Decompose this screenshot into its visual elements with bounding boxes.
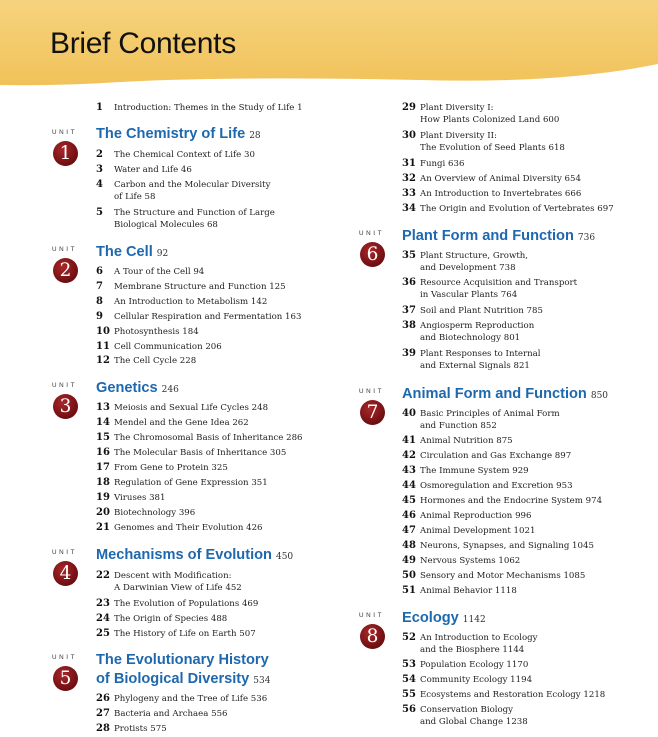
chapter-title-cont: and Function 852 (420, 421, 497, 431)
unit-number-badge: 2 (53, 258, 78, 283)
chapter-entry[interactable] (402, 448, 571, 464)
chapter-number: 23 (96, 598, 110, 609)
chapter-entry[interactable] (96, 490, 166, 506)
chapter-entry[interactable] (96, 475, 268, 491)
chapter-title: Cellular Respiration and Fermentation 163 (114, 312, 302, 322)
chapter-entry[interactable] (96, 520, 263, 536)
chapter-title: Nervous Systems 1062 (420, 556, 521, 566)
chapter-number: 29 (402, 102, 416, 113)
chapter-number: 16 (96, 447, 110, 458)
chapter-entry[interactable] (402, 553, 520, 569)
chapter-title: Descent with Modification: (114, 571, 232, 581)
chapter-number: 37 (402, 305, 416, 316)
chapter-entry[interactable] (402, 568, 585, 584)
header-banner (0, 0, 658, 86)
chapter-number: 32 (402, 173, 416, 184)
chapter-number: 17 (96, 462, 110, 473)
chapter-number: 56 (402, 704, 416, 715)
chapter-entry[interactable] (96, 721, 167, 737)
chapter-title-cont: and Development 738 (420, 263, 516, 273)
chapter-title: Genomes and Their Evolution 426 (114, 523, 263, 533)
chapter-number: 21 (96, 522, 110, 533)
chapter-title-cont: and External Signals 821 (420, 361, 530, 371)
chapter-entry[interactable] (96, 162, 192, 178)
unit-number-badge: 5 (53, 666, 78, 691)
unit-number-badge: 1 (53, 141, 78, 166)
unit-title-text: Genetics (96, 380, 158, 396)
unit-number-badge: 4 (53, 561, 78, 586)
chapter-title: Phylogeny and the Tree of Life 536 (114, 694, 268, 704)
chapter-number: 47 (402, 525, 416, 536)
unit-page: 850 (590, 391, 609, 401)
unit-page: 246 (161, 385, 179, 395)
chapter-entry[interactable] (402, 657, 528, 673)
chapter-entry[interactable] (402, 201, 614, 217)
unit-number-badge: 7 (360, 400, 385, 425)
chapter-title: Ecosystems and Restoration Ecology 1218 (420, 690, 606, 700)
chapter-title: The Evolution of Populations 469 (114, 599, 259, 609)
chapter-title: From Gene to Protein 325 (114, 463, 228, 473)
chapter-title: The History of Life on Earth 507 (114, 629, 256, 639)
chapter-number: 45 (402, 495, 416, 506)
chapter-title: Plant Diversity I: (420, 103, 494, 113)
unit-title[interactable] (402, 610, 486, 626)
chapter-entry[interactable] (96, 626, 256, 642)
chapter-number: 51 (402, 585, 416, 596)
chapter-number: 5 (96, 207, 103, 218)
unit-title-text: The Evolutionary History (96, 652, 269, 668)
chapter-title: Resource Acquisition and Transport (420, 278, 578, 288)
chapter-number: 41 (402, 435, 416, 446)
chapter-number: 54 (402, 674, 416, 685)
chapter-title-cont: and Biotechnology 801 (420, 333, 521, 343)
chapter-entry[interactable] (96, 691, 267, 707)
chapter-number: 39 (402, 348, 416, 359)
chapter-title: Biotechnology 396 (114, 508, 196, 518)
unit-label: UNIT (359, 388, 385, 395)
chapter-entry[interactable] (96, 400, 268, 416)
chapter-title-cont: Biological Molecules 68 (114, 220, 218, 230)
unit-title-text: Ecology (402, 610, 459, 626)
chapter-title: Community Ecology 1194 (420, 675, 533, 685)
chapter-number: 49 (402, 555, 416, 566)
unit-title[interactable] (402, 386, 608, 402)
chapter-entry[interactable] (96, 505, 195, 521)
chapter-title: Animal Nutrition 875 (420, 436, 513, 446)
chapter-title: A Tour of the Cell 94 (114, 267, 205, 277)
chapter-number: 13 (96, 402, 110, 413)
unit-label: UNIT (52, 382, 78, 389)
chapter-entry[interactable] (96, 415, 249, 431)
chapter-title-cont: and the Biosphere 1144 (420, 645, 525, 655)
chapter-entry[interactable] (96, 294, 267, 310)
chapter-number: 19 (96, 492, 110, 503)
chapter-number: 20 (96, 507, 110, 518)
chapter-title: Protists 575 (114, 724, 167, 734)
chapter-title: Regulation of Gene Expression 351 (114, 478, 268, 488)
chapter-title: Animal Development 1021 (420, 526, 536, 536)
chapter-number: 30 (402, 130, 416, 141)
unit-title[interactable] (96, 380, 179, 396)
chapter-title: Meiosis and Sexual Life Cycles 248 (114, 403, 269, 413)
chapter-title-cont: How Plants Colonized Land 600 (420, 115, 560, 125)
chapter-number: 24 (96, 613, 110, 624)
chapter-title: The Cell Cycle 228 (114, 356, 197, 366)
unit-page: 92 (156, 249, 169, 259)
unit-title-text: Animal Form and Function (402, 386, 587, 402)
unit-title[interactable] (96, 547, 293, 563)
unit-label: UNIT (52, 654, 78, 661)
chapter-title: The Chromosomal Basis of Inheritance 286 (114, 433, 303, 443)
chapter-number: 33 (402, 188, 416, 199)
chapter-title: Basic Principles of Animal Form (420, 409, 560, 419)
chapter-entry[interactable] (402, 672, 532, 688)
chapter-number: 55 (402, 689, 416, 700)
chapter-number: 2 (96, 149, 103, 160)
chapter-number: 43 (402, 465, 416, 476)
chapter-title: Introduction: Themes in the Study of Life (114, 103, 295, 113)
chapter-entry[interactable] (402, 687, 605, 703)
chapter-number: 25 (96, 628, 110, 639)
intro-entry[interactable] (96, 100, 303, 116)
unit-label: UNIT (359, 612, 385, 619)
chapter-number: 48 (402, 540, 416, 551)
chapter-title: Angiosperm Reproduction (420, 321, 535, 331)
chapter-title: An Introduction to Metabolism 142 (114, 297, 268, 307)
chapter-entry[interactable] (402, 186, 581, 202)
chapter-number: 4 (96, 179, 103, 190)
chapter-entry[interactable] (96, 706, 228, 722)
chapter-title: Sensory and Motor Mechanisms 1085 (420, 571, 586, 581)
unit-label: UNIT (52, 129, 78, 136)
unit-title-line-2[interactable] (96, 671, 270, 687)
unit-label: UNIT (52, 246, 78, 253)
chapter-number: 3 (96, 164, 103, 175)
chapter-entry[interactable] (402, 538, 594, 554)
chapter-entry[interactable] (402, 478, 573, 494)
chapter-title: Conservation Biology (420, 705, 514, 715)
chapter-number: 34 (402, 203, 416, 214)
chapter-entry[interactable] (96, 611, 227, 627)
chapter-title: The Molecular Basis of Inheritance 305 (114, 448, 287, 458)
chapter-title: Plant Diversity II: (420, 131, 497, 141)
chapter-number: 38 (402, 320, 416, 331)
chapter-entry[interactable] (402, 433, 513, 449)
chapter-number: 14 (96, 417, 110, 428)
chapter-number: 9 (96, 311, 103, 322)
unit-title[interactable] (96, 652, 269, 668)
chapter-number: 1 (96, 102, 103, 113)
chapter-number: 22 (96, 570, 110, 581)
chapter-number: 27 (96, 708, 110, 719)
chapter-entry[interactable] (402, 583, 517, 599)
unit-title-text: Plant Form and Function (402, 228, 574, 244)
unit-title[interactable] (96, 126, 261, 142)
chapter-title: Plant Responses to Internal (420, 349, 541, 359)
chapter-number: 6 (96, 266, 103, 277)
chapter-title-cont: and Global Change 1238 (420, 717, 528, 727)
chapter-number: 15 (96, 432, 110, 443)
chapter-entry[interactable] (96, 460, 228, 476)
chapter-number: 12 (96, 355, 110, 366)
chapter-title-cont: of Life 58 (114, 192, 156, 202)
chapter-entry[interactable] (96, 445, 286, 461)
chapter-title: Animal Reproduction 996 (420, 511, 532, 521)
chapter-title: An Introduction to Ecology (420, 633, 538, 643)
chapter-title: Population Ecology 1170 (420, 660, 529, 670)
unit-title-text: The Cell (96, 244, 153, 260)
unit-title[interactable] (96, 244, 168, 260)
chapter-entry[interactable] (96, 353, 196, 369)
chapter-number: 28 (96, 723, 110, 734)
chapter-entry[interactable] (96, 279, 286, 295)
chapter-entry[interactable] (96, 309, 301, 325)
chapter-title: Mendel and the Gene Idea 262 (114, 418, 249, 428)
chapter-number: 26 (96, 693, 110, 704)
chapter-number: 31 (402, 158, 416, 169)
chapter-number: 40 (402, 408, 416, 419)
unit-title-text: The Chemistry of Life (96, 126, 246, 142)
chapter-title: Photosynthesis 184 (114, 327, 199, 337)
chapter-number: 8 (96, 296, 103, 307)
chapter-number: 35 (402, 250, 416, 261)
unit-number-badge: 6 (360, 242, 385, 267)
chapter-entry[interactable] (96, 324, 199, 340)
chapter-title: Animal Behavior 1118 (420, 586, 517, 596)
chapter-title: The Structure and Function of Large (114, 208, 275, 218)
chapter-page: 1 (297, 103, 303, 113)
unit-page: 534 (253, 676, 271, 686)
chapter-entry[interactable] (96, 596, 258, 612)
unit-number-badge: 8 (360, 624, 385, 649)
chapter-title: Neurons, Synapses, and Signaling 1045 (420, 541, 594, 551)
chapter-title-cont: The Evolution of Seed Plants 618 (420, 143, 565, 153)
chapter-title: Membrane Structure and Function 125 (114, 282, 286, 292)
chapter-entry[interactable] (96, 264, 204, 280)
chapter-entry[interactable] (402, 171, 581, 187)
chapter-title: Soil and Plant Nutrition 785 (420, 306, 543, 316)
unit-page: 736 (577, 233, 596, 243)
unit-number-badge: 3 (53, 394, 78, 419)
chapter-entry[interactable] (96, 147, 255, 163)
chapter-title: Viruses 381 (114, 493, 166, 503)
chapter-number: 36 (402, 277, 416, 288)
chapter-entry[interactable] (402, 156, 464, 172)
unit-title-text: Mechanisms of Evolution (96, 547, 272, 563)
chapter-title: Plant Structure, Growth, (420, 251, 529, 261)
chapter-number: 44 (402, 480, 416, 491)
chapter-title: Circulation and Gas Exchange 897 (420, 451, 572, 461)
chapter-number: 53 (402, 659, 416, 670)
chapter-entry[interactable] (402, 463, 529, 479)
unit-page: 1142 (462, 615, 486, 625)
unit-title[interactable] (402, 228, 595, 244)
unit-title-text: of Biological Diversity (96, 671, 250, 687)
chapter-number: 46 (402, 510, 416, 521)
chapter-title: An Overview of Animal Diversity 654 (420, 174, 581, 184)
chapter-number: 10 (96, 326, 110, 337)
chapter-number: 52 (402, 632, 416, 643)
chapter-entry[interactable] (402, 493, 602, 509)
chapter-title: An Introduction to Invertebrates 666 (420, 189, 582, 199)
unit-label: UNIT (52, 549, 78, 556)
chapter-title-cont: A Darwinian View of Life 452 (114, 583, 242, 593)
chapter-title: Carbon and the Molecular Diversity (114, 180, 271, 190)
unit-page: 450 (275, 552, 294, 562)
chapter-title: Fungi 636 (420, 159, 465, 169)
chapter-title: The Chemical Context of Life 30 (114, 150, 255, 160)
chapter-number: 42 (402, 450, 416, 461)
chapter-number: 50 (402, 570, 416, 581)
chapter-title: The Origin of Species 488 (114, 614, 228, 624)
page-title: Brief Contents (50, 27, 236, 60)
chapter-number: 7 (96, 281, 103, 292)
unit-label: UNIT (359, 230, 385, 237)
chapter-title: The Origin and Evolution of Vertebrates 697 (420, 204, 614, 214)
chapter-title: Hormones and the Endocrine System 974 (420, 496, 603, 506)
chapter-title: Water and Life 46 (114, 165, 192, 175)
chapter-entry[interactable] (402, 508, 531, 524)
chapter-entry[interactable] (402, 303, 543, 319)
chapter-title: Osmoregulation and Excretion 953 (420, 481, 573, 491)
chapter-title-cont: in Vascular Plants 764 (420, 290, 518, 300)
chapter-number: 11 (96, 341, 110, 352)
chapter-title: The Immune System 929 (420, 466, 529, 476)
unit-page: 28 (249, 131, 261, 141)
chapter-title: Cell Communication 206 (114, 342, 222, 352)
chapter-number: 18 (96, 477, 110, 488)
chapter-entry[interactable] (96, 430, 303, 446)
chapter-title: Bacteria and Archaea 556 (114, 709, 228, 719)
chapter-entry[interactable] (402, 523, 535, 539)
